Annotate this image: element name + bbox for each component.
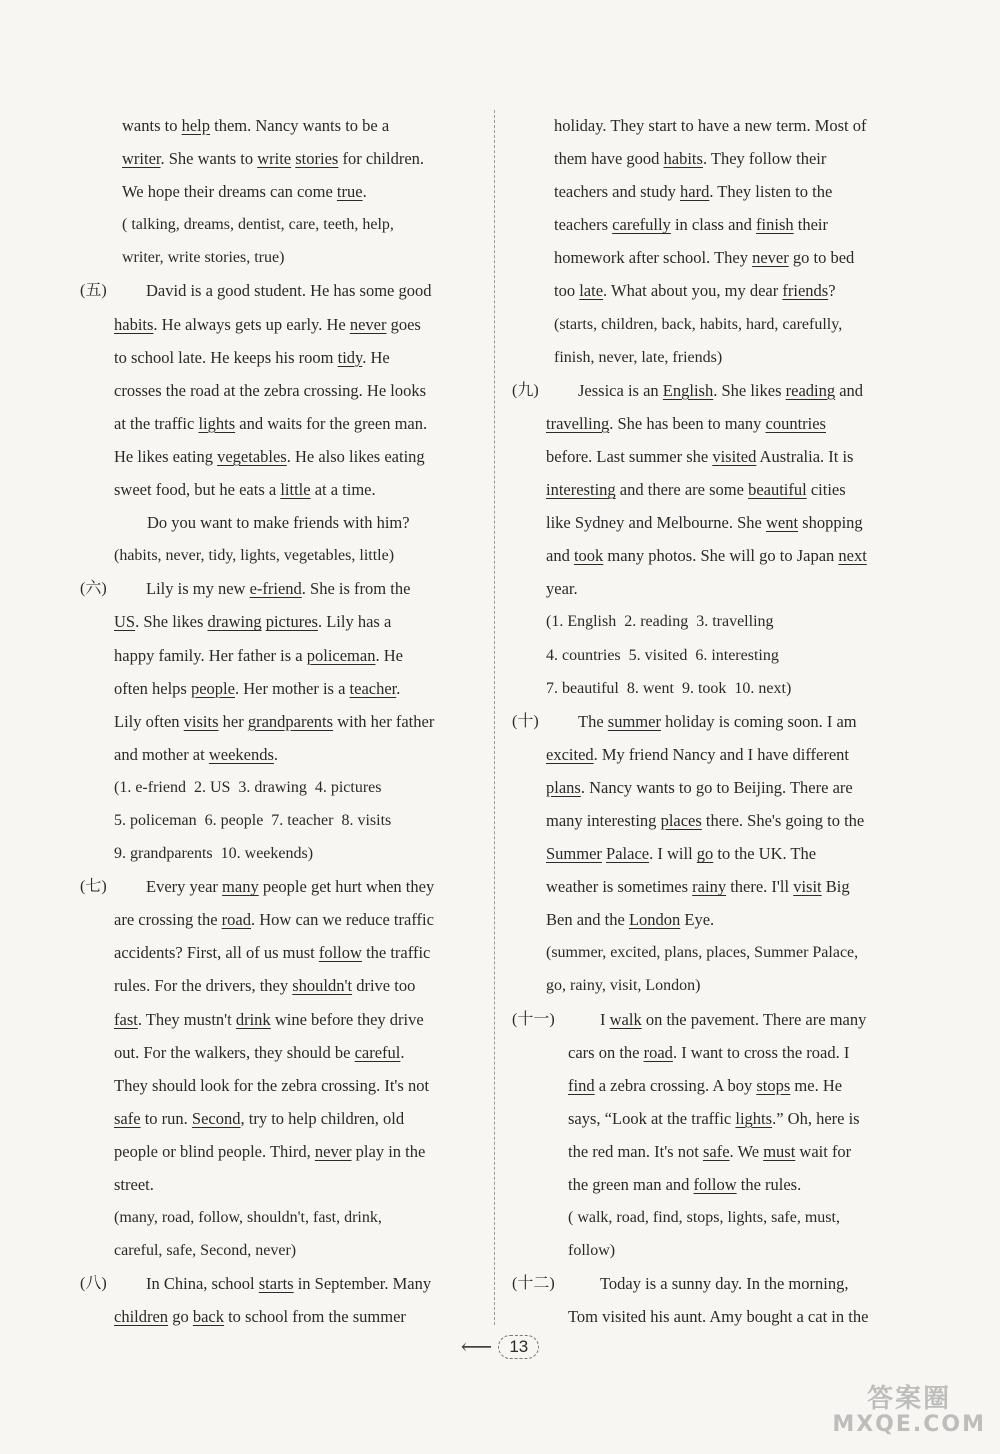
passage-line: cars on the road. I want to cross the road. I [568,1042,850,1062]
section-number: (十一) [512,1010,555,1028]
answer-options [512,1201,912,1267]
exercise-section [80,1267,478,1333]
exercise-section [80,572,478,870]
passage-line: The summer holiday is coming soon. I am [578,711,857,731]
passage-line: He likes eating vegetables. He also likes eating [114,446,425,466]
passage-line: them have good habits. They follow their [554,149,827,169]
answer-options [80,539,478,572]
answer-line: ( walk, road, find, stops, lights, safe, must, [568,1209,840,1227]
passage-line: year. [546,579,578,599]
passage-line: happy family. Her father is a policeman. He [114,645,403,665]
passage-line: teachers carefully in class and finish their [554,215,829,235]
passage-line: rules. For the drivers, they shouldn't drive too [114,976,416,996]
passage-line: Do you want to make friends with him? [114,513,410,533]
passage-line: Today is a sunny day. In the morning, [600,1274,849,1294]
passage-line: Ben and the London Eye. [546,910,715,930]
passage-line: find a zebra crossing. A boy stops me. He [568,1075,843,1095]
answer-line: ( talking, dreams, dentist, care, teeth, help, [122,216,394,234]
passage-line: US. She likes drawing pictures. Lily has a [114,612,392,632]
passage-line: Summer Palace. I will go to the UK. The [546,844,817,864]
passage-line: street. [114,1175,154,1194]
answer-options [80,208,478,274]
passage-line: writer. She wants to write stories for children. [122,149,425,169]
section-number: (九) [512,381,539,399]
passage-text [512,1267,912,1333]
passage-line: I walk on the pavement. There are many [600,1009,867,1029]
answer-options [80,771,478,870]
passage-line: excited. My friend Nancy and I have different [546,744,849,764]
passage-line: Lily is my new e-friend. She is from the [146,579,411,599]
passage-line: teachers and study hard. They listen to the [554,182,833,202]
answer-line: (1. e-friend 2. US 3. drawing 4. pictures [114,778,382,796]
answer-line: 4. countries 5. visited 6. interesting [546,646,779,664]
passage-line: many interesting places there. She's going to the [546,810,865,830]
passage-line: Jessica is an English. She likes reading and [578,380,864,400]
passage-line: people or blind people. Third, never play in the [114,1141,426,1161]
answer-line: (starts, children, back, habits, hard, carefully, [554,315,843,333]
passage-line: safe to run. Second, try to help children, old [114,1108,405,1128]
passage-line: and mother at weekends. [114,744,279,764]
answer-line: go, rainy, visit, London) [546,977,701,995]
passage-line: fast. They mustn't drink wine before they drive [114,1009,424,1029]
exercise-section [512,109,912,374]
watermark-cn: 答案圈 [867,1383,952,1414]
answer-line: careful, safe, Second, never) [114,1242,297,1260]
answer-line: follow) [568,1242,616,1260]
answer-line: (habits, never, tidy, lights, vegetables, little) [114,547,395,565]
passage-text [512,374,912,606]
passage-text [512,1003,912,1202]
passage-line: David is a good student. He has some good [146,281,432,301]
answer-line: finish, never, late, friends) [554,348,723,366]
exercise-section [512,1003,912,1268]
section-number: (六) [80,580,107,598]
passage-line: too late. What about you, my dear friends? [554,281,836,301]
answer-line: writer, write stories, true) [122,249,285,267]
passage-line: the red man. It's not safe. We must wait for [568,1141,852,1161]
passage-line: They should look for the zebra crossing. It's not [114,1075,430,1095]
passage-line: weather is sometimes rainy there. I'll visit Big [546,877,850,897]
passage-line: homework after school. They never go to bed [554,248,855,268]
page-number [420,1330,580,1364]
passage-text [80,572,478,771]
passage-line: the green man and follow the rules. [568,1175,802,1194]
answer-options [512,308,912,374]
passage-line: holiday. They start to have a new term. Most of [554,116,867,135]
passage-line: often helps people. Her mother is a teacher. [114,678,401,698]
section-number: (七) [80,878,107,896]
passage-line: Every year many people get hurt when they [146,877,435,897]
exercise-section [512,1267,912,1333]
passage-text [80,109,478,208]
passage-line: says, “Look at the traffic lights.” Oh, here is [568,1108,860,1128]
passage-line: sweet food, but he eats a little at a time. [114,480,376,500]
passage-text [80,870,478,1201]
answer-options [80,1201,478,1267]
passage-line: and took many photos. She will go to Japan next [546,546,867,566]
passage-line: before. Last summer she visited Australia. It is [546,446,854,466]
answer-line: (1. English 2. reading 3. travelling [546,613,774,631]
section-number: (十二) [512,1275,555,1293]
passage-line: travelling. She has been to many countries [546,413,826,433]
answer-line: (summer, excited, plans, places, Summer Palace, [546,944,859,962]
passage-text [80,274,478,539]
exercise-section [80,109,478,274]
passage-line: In China, school starts in September. Many [146,1274,432,1294]
exercise-section [512,374,912,705]
passage-line: Tom visited his aunt. Amy bought a cat in the [568,1307,869,1327]
passage-text [80,1267,478,1333]
page-number-label: 13 [498,1335,539,1359]
exercise-section [80,274,478,572]
answer-line: (many, road, follow, shouldn't, fast, drink, [114,1209,382,1227]
passage-line: are crossing the road. How can we reduce traffic [114,910,434,930]
passage-text [512,705,912,937]
left-column [80,109,478,1333]
watermark [832,1383,986,1437]
right-column [512,109,912,1333]
passage-line: habits. He always gets up early. He never goes [114,314,421,334]
passage-line: crosses the road at the zebra crossing. He looks [114,380,427,400]
passage-line: Lily often visits her grandparents with her father [114,711,435,731]
answer-line: 9. grandparents 10. weekends) [114,845,314,863]
section-number: (八) [80,1275,107,1293]
leaf-arrow-icon: ⟵ [460,1334,493,1359]
passage-line: accidents? First, all of us must follow the traffic [114,943,431,963]
passage-line: out. For the walkers, they should be careful. [114,1042,405,1062]
passage-line: wants to help them. Nancy wants to be a [122,116,390,135]
section-number: (十) [512,712,539,730]
column-divider [494,110,495,1325]
passage-line: interesting and there are some beautiful cities [546,480,846,500]
passage-text [512,109,912,308]
passage-line: to school late. He keeps his room tidy. He [114,347,390,367]
passage-line: plans. Nancy wants to go to Beijing. There are [546,777,853,797]
passage-line: children go back to school from the summer [114,1307,406,1327]
answer-line: 7. beautiful 8. went 9. took 10. next) [546,679,792,697]
exercise-section [80,870,478,1267]
section-number: (五) [80,282,107,300]
exercise-section [512,705,912,1003]
passage-line: at the traffic lights and waits for the green man. [114,413,428,433]
passage-line: like Sydney and Melbourne. She went shopping [546,513,863,533]
answer-line: 5. policeman 6. people 7. teacher 8. visits [114,811,392,829]
answer-options [512,936,912,1002]
passage-line: We hope their dreams can come true. [122,182,367,202]
answer-options [512,605,912,704]
watermark-en: MXQE.COM [832,1411,986,1437]
